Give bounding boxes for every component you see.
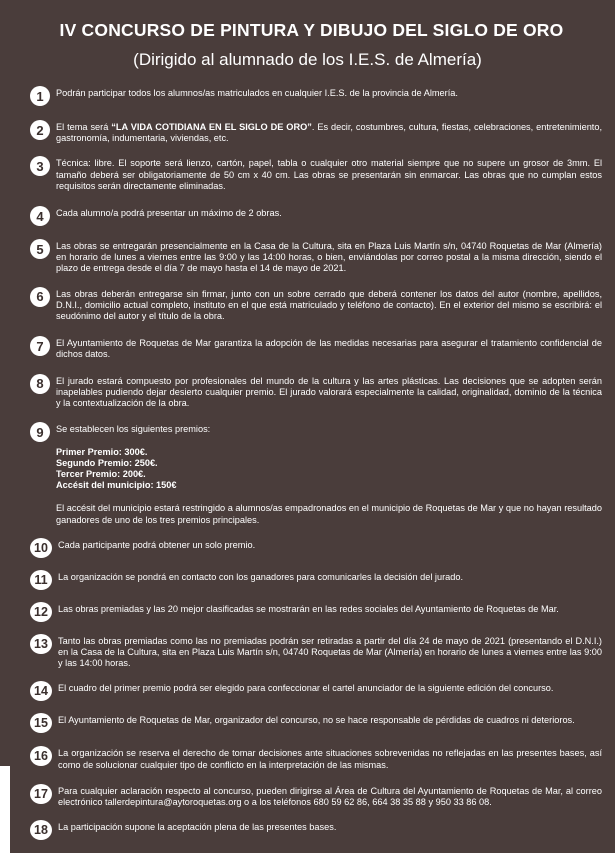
rule-text-pre: El tema será (56, 122, 112, 132)
rule-number-badge: 11 (30, 570, 52, 590)
rules-list (30, 86, 602, 840)
rule-text-body: Las obras se entregarán presencialmente en la Casa de la Cultura, sita en Plaza Luis Martín s/n, 04740 Roquetas de Mar (Almería) en horario de lunes a viernes entre las 9:00 y las 14:00 horas, o bien, enviándolas por correo postal a la misma dirección, siendo el plazo de entrega desde el día 7 de mayo hasta el 14 de mayo de 2021. (56, 241, 602, 274)
rule-text-post: . Es decir, costumbres, cultura, fiestas, celebraciones, entretenimiento, gastronomía, indumentaria, viviendas, etc. (56, 122, 603, 144)
rule-number-badge: 2 (30, 120, 50, 140)
rule-text-body: Tanto las obras premiadas como las no premiadas podrán ser retiradas a partir del día 24 de mayo de 2021 (presentando el D.N.I.) en la Casa de la Cultura, sita en Plaza Luis Martín s/n, 04740 Roquetas de Mar (Almería) en horario de lunes a viernes entre las 9:00 y las 14:00 horas. (58, 635, 602, 669)
rule-text (58, 602, 602, 615)
rule-text (58, 746, 602, 770)
rule-theme-bold: “LA VIDA COTIDIANA EN EL SIGLO DE ORO” (111, 122, 312, 132)
rule-text (58, 784, 602, 808)
rule-text (56, 206, 602, 219)
header (0, 0, 615, 70)
rule-number-badge: 7 (30, 336, 50, 356)
rule-text-body: Se establecen los siguientes premios: (56, 424, 211, 435)
rule-number-badge: 9 (30, 422, 50, 442)
rule-item (30, 120, 602, 144)
rule-text (56, 336, 602, 360)
rule-item (30, 86, 602, 106)
rule-item (30, 784, 602, 808)
rule-item (30, 681, 602, 701)
rule-text (58, 634, 602, 670)
rule-item (30, 602, 602, 622)
page-subtitle: (Dirigido al alumnado de los I.E.S. de Almería) (133, 50, 482, 69)
rule-number-badge: 8 (30, 374, 50, 394)
rule-item (30, 634, 602, 670)
rule-text-body: El cuadro del primer premio podrá ser elegido para confeccionar el cartel anunciador de la siguiente edición del concurso. (58, 683, 554, 694)
rule-item (30, 287, 602, 323)
rule-item (30, 239, 602, 275)
rule-text-body: Podrán participar todos los alumnos/as matriculados en cualquier I.E.S. de la provincia de Almería. (56, 88, 458, 98)
rule-text (56, 156, 602, 192)
rule-number-badge: 12 (30, 602, 52, 622)
rule-text (56, 120, 602, 144)
rule-item (30, 820, 602, 840)
rule-item (30, 374, 602, 410)
prize-item: Primer Premio: 300€. (56, 447, 148, 458)
rule-number-badge: 6 (30, 287, 50, 307)
rule-text (56, 287, 602, 323)
rule-text (58, 538, 602, 551)
rule-text-body: Cada participante podrá obtener un solo premio. (58, 539, 256, 550)
rule-number-badge: 3 (30, 156, 50, 176)
rule-number-badge: 16 (30, 746, 52, 766)
page-title: IV CONCURSO DE PINTURA Y DIBUJO DEL SIGLO DE ORO (59, 20, 564, 40)
rule-text-body: El Ayuntamiento de Roquetas de Mar, organizador del concurso, no se hace responsable de pérdidas de cuadros ni deterioros. (58, 715, 575, 726)
rule-item (30, 713, 602, 733)
rule-text-body: Técnica: libre. El soporte será lienzo, cartón, papel, tabla o cualquier otro material siempre que no supere un grosor de 3mm. El tamaño deberá ser obligatoriamente de 50 cm x 40 cm. Las obras se presentarán sin enmarcar. Las obras que no cumplan estos requisitos serán directamente eliminadas. (56, 158, 602, 191)
rule-number-badge: 1 (30, 86, 50, 106)
rule-text-body: El Ayuntamiento de Roquetas de Mar garantiza la adopción de las medidas necesarias para asegurar el tratamiento confidencial de dichos datos. (56, 338, 602, 360)
rule-text-body: Las obras premiadas y las 20 mejor clasificadas se mostrarán en las redes sociales del Ayuntamiento de Roquetas de Mar. (58, 603, 559, 614)
rule-text-body: Para cualquier aclaración respecto al concurso, pueden dirigirse al Área de Cultura del Ayuntamiento de Roquetas de Mar, al correo electrónico tallerdepintura@aytoroquetas.org o a los teléfonos 680 59 62 86, 664 38 35 88 y 950 33 86 08. (58, 785, 602, 808)
rule-text (58, 570, 602, 583)
rule-text-body: La organización se reserva el derecho de tomar decisiones ante situaciones sobrevenidas no reflejadas en las presentes bases, así como de solucionar cualquier tipo de conflicto en la interpretación de las mismas. (58, 748, 602, 770)
left-edge-strip (0, 766, 10, 853)
rule-number-badge: 18 (30, 820, 52, 840)
rule-text (58, 820, 602, 833)
rule-item (30, 538, 602, 558)
rule-item (30, 746, 602, 770)
rule-text (56, 374, 602, 410)
rule-number-badge: 14 (30, 681, 52, 701)
rule-item (30, 570, 602, 590)
rule-text (58, 713, 602, 726)
rule-text (56, 422, 602, 526)
rule-text (58, 681, 602, 694)
rule-number-badge: 10 (30, 538, 52, 558)
rule-number-badge: 15 (30, 713, 52, 733)
prize-item: Tercer Premio: 200€. (56, 469, 146, 480)
rule-text-body: Las obras deberán entregarse sin firmar, junto con un sobre cerrado que deberá contener los datos del autor (nombre, apellidos, D.N.I., domicilio actual completo, instituto en el que está matriculado y teléfono de contacto). En el exterior del mismo se escribirá: el seudónimo del autor y el título de la obra. (56, 288, 602, 322)
rule-item (30, 422, 602, 526)
prize-list (56, 447, 602, 491)
rule-text (56, 239, 602, 275)
rule-text (56, 86, 602, 99)
rule-text-body: La organización se pondrá en contacto con los ganadores para comunicarles la decisión del jurado. (58, 571, 464, 582)
rule-text-body: El jurado estará compuesto por profesionales del mundo de la cultura y las artes plásticas. Las decisiones que se adopten serán inapelables pudiendo dejar desierto cualquier premio. El jurado valorará especialmente la calidad, originalidad, dominio de la técnica y la contextualización de la obra. (56, 375, 602, 409)
prize-note: El accésit del municipio estará restringido a alumnos/as empadronados en el municipio de Roquetas de Mar y que no hayan resultado ganadores de uno de los tres premios principales. (56, 503, 602, 525)
rule-item (30, 156, 602, 192)
rule-number-badge: 4 (30, 206, 50, 226)
prize-item: Accésit del municipio: 150€ (56, 480, 177, 491)
rule-item (30, 206, 602, 226)
rule-number-badge: 13 (30, 634, 52, 654)
rule-number-badge: 5 (30, 239, 50, 259)
rule-number-badge: 17 (30, 784, 52, 804)
rule-text-body: Cada alumno/a podrá presentar un máximo de 2 obras. (56, 208, 282, 219)
rule-item (30, 336, 602, 360)
rule-text-body: La participación supone la aceptación plena de las presentes bases. (58, 822, 337, 833)
prize-item: Segundo Premio: 250€. (56, 458, 158, 469)
